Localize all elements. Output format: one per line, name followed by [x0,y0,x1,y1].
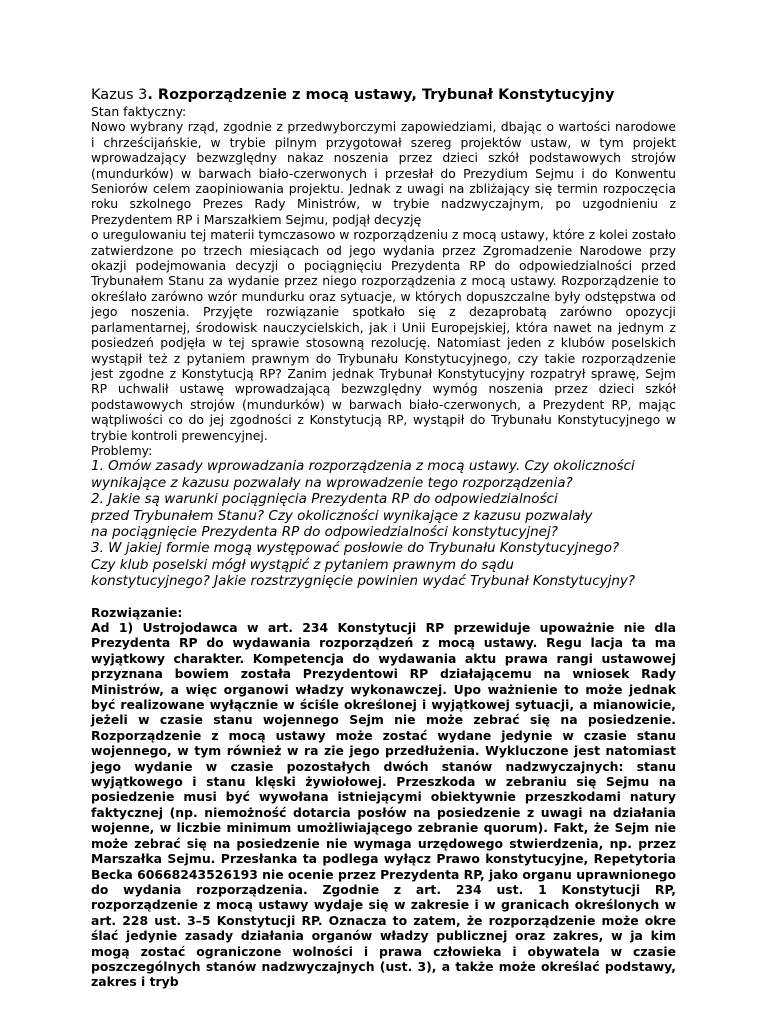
question-line: na pociągnięcie Prezydenta RP do odpowiedzialności konstytucyjnej? [91,523,558,540]
document-page [91,86,676,990]
question-line: wynikające z kazusu pozwalały na wprowadzenie tego rozporządzenia? [91,474,573,491]
question-line: 1. Omów zasady wprowadzania rozporządzenia z mocą ustawy. Czy okoliczności [91,458,635,475]
solution-paragraph: Ad 1) Ustrojodawca w art. 234 Konstytucji RP przewiduje upoważnie nie dla Prezydenta RP do wydawania rozporządzeń z mocą ustawy. Regu lacja ta ma wyjątkowy charakter. Kompetencja do wydawania aktu prawa rangi ustawowej przyznana bowiem została Prezydentowi RP działającemu na wniosek Rady Ministrów, a więc organowi władzy wykonawczej. Upo ważnienie to może jednak być realizowane wyłącznie w ściśle określonej i wyjątkowej sytuacji, a mianowicie, jeżeli w czasie stanu wojennego Sejm nie może zebrać się na posiedzenie. Rozporządzenie z mocą ustawy może zostać wydane jedynie w czasie stanu wojennego, w tym również w ra zie jego przedłużenia. Wykluczone jest natomiast jego wydanie w czasie pozostałych dwóch stanów nadzwyczajnych: stanu wyjątkowego i stanu klęski żywiołowej. Przeszkoda w zebraniu się Sejmu na posiedzenie musi być wywołana istniejącymi obiektywnie przeszkodami natury faktycznej (np. niemożność dotarcia posłów na posiedzenie z uwagi na działania wojenne, w liczbie minimum umożliwiającego zebranie quorum). Fakt, że Sejm nie może zebrać się na posiedzenie nie wymaga urzędowego stwierdzenia, np. przez Marszałka Sejmu. Przesłanka ta podlega wyłącz Prawo konstytucyjne, Repetytoria Becka 60668243526193 nie ocenie przez Prezydenta RP, jako organu uprawnionego do wydania rozporządzenia. Zgodnie z art. 234 ust. 1 Konstytucji RP, rozporządzenie z mocą ustawy wydaje się w zakresie i w granicach określonych w art. 228 ust. 3–5 Konstytucji RP. Oznacza to zatem, że rozporządzenie może okre ślać jedynie zasady działania organów władzy publicznej oraz zakres, w ja kim mogą zostać ograniczone wolności i prawa człowieka i obywatela w czasie poszczególnych stanów nadzwyczajnych (ust. 3), a także może określać podstawy, zakres i tryb [91,620,676,990]
problems-label: Problemy: [91,442,153,458]
solution-label: Rozwiązanie: [91,604,183,620]
case-title-prefix: Kazus 3 [91,87,148,103]
case-title-main: . Rozporządzenie z mocą ustawy, Trybunał Konstytucyjny [147,87,615,103]
question-line: 3. W jakiej formie mogą występować posłowie do Trybunału Konstytucyjnego? [91,540,620,557]
question-line: konstytucyjnego? Jakie rozstrzygnięcie powinien wydać Trybunał Konstytucyjny? [91,573,636,590]
blank-line [91,590,676,605]
case-title [91,86,676,104]
questions-list [91,458,676,589]
facts-label: Stan faktyczny: [91,104,187,119]
question-line: Czy klub poselski mógł wystąpić z pytaniem prawnym do sądu [91,556,514,573]
facts-paragraph-1: Nowo wybrany rząd, zgodnie z przedwyborczymi zapowiedziami, dbając o wartości narodowe i chrześcijańskie, w trybie pilnym przygotował szereg projektów ustaw, w tym projekt wprowadzający bezwzględny nakaz noszenia przez dzieci szkół podstawowych strojów (mundurków) w barwach biało-czerwonych i przesłał do Prezydium Sejmu i do Konwentu Seniorów celem zaopiniowania projektu. Jednak z uwagi na zbliżający się termin rozpoczęcia roku szkolnego Prezes Rady Ministrów, w trybie nadzwyczajnym, po uzgodnieniu z Prezydentem RP i Marszałkiem Sejmu, podjął decyzję [91,119,676,227]
question-line: przed Trybunałem Stanu? Czy okoliczności wynikające z kazusu pozwalały [91,507,593,524]
facts-paragraph-2: o uregulowaniu tej materii tymczasowo w rozporządzeniu z mocą ustawy, które z kolei zostało zatwierdzone po trzech miesiącach od jego wydania przez Zgromadzenie Narodowe przy okazji podejmowania decyzji o pociągnięciu Prezydenta RP do odpowiedzialności przed Trybunałem Stanu za wydanie przez niego rozporządzenia z mocą ustawy. Rozporządzenie to określało zarówno wzór mundurku oraz sytuacje, w których dopuszczalne były odstępstwa od jego noszenia. Przyjęte rozwiązanie spotkało się z dezaprobatą zarówno opozycji parlamentarnej, środowisk nauczycielskich, jak i Unii Europejskiej, która nawet na jednym z posiedzeń podjęła w tej sprawie stosowną rezolucję. Natomiast jeden z klubów poselskich wystąpił też z pytaniem prawnym do Trybunału Konstytucyjnego, czy takie rozporządzenie jest zgodne z Konstytucją RP? Zanim jednak Trybunał Konstytucyjny rozpatrył sprawę, Sejm RP uchwalił ustawę wprowadzającą bezwzględny wymóg noszenia przez dzieci szkół podstawowych strojów (mundurków) w barwach biało-czerwonych, a Prezydent RP, mając wątpliwości co do jej zgodności z Konstytucją RP, wystąpił do Trybunału Konstytucyjnego w trybie kontroli prewencyjnej. [91,227,676,443]
question-line: 2. Jakie są warunki pociągnięcia Prezydenta RP do odpowiedzialności [91,491,558,508]
